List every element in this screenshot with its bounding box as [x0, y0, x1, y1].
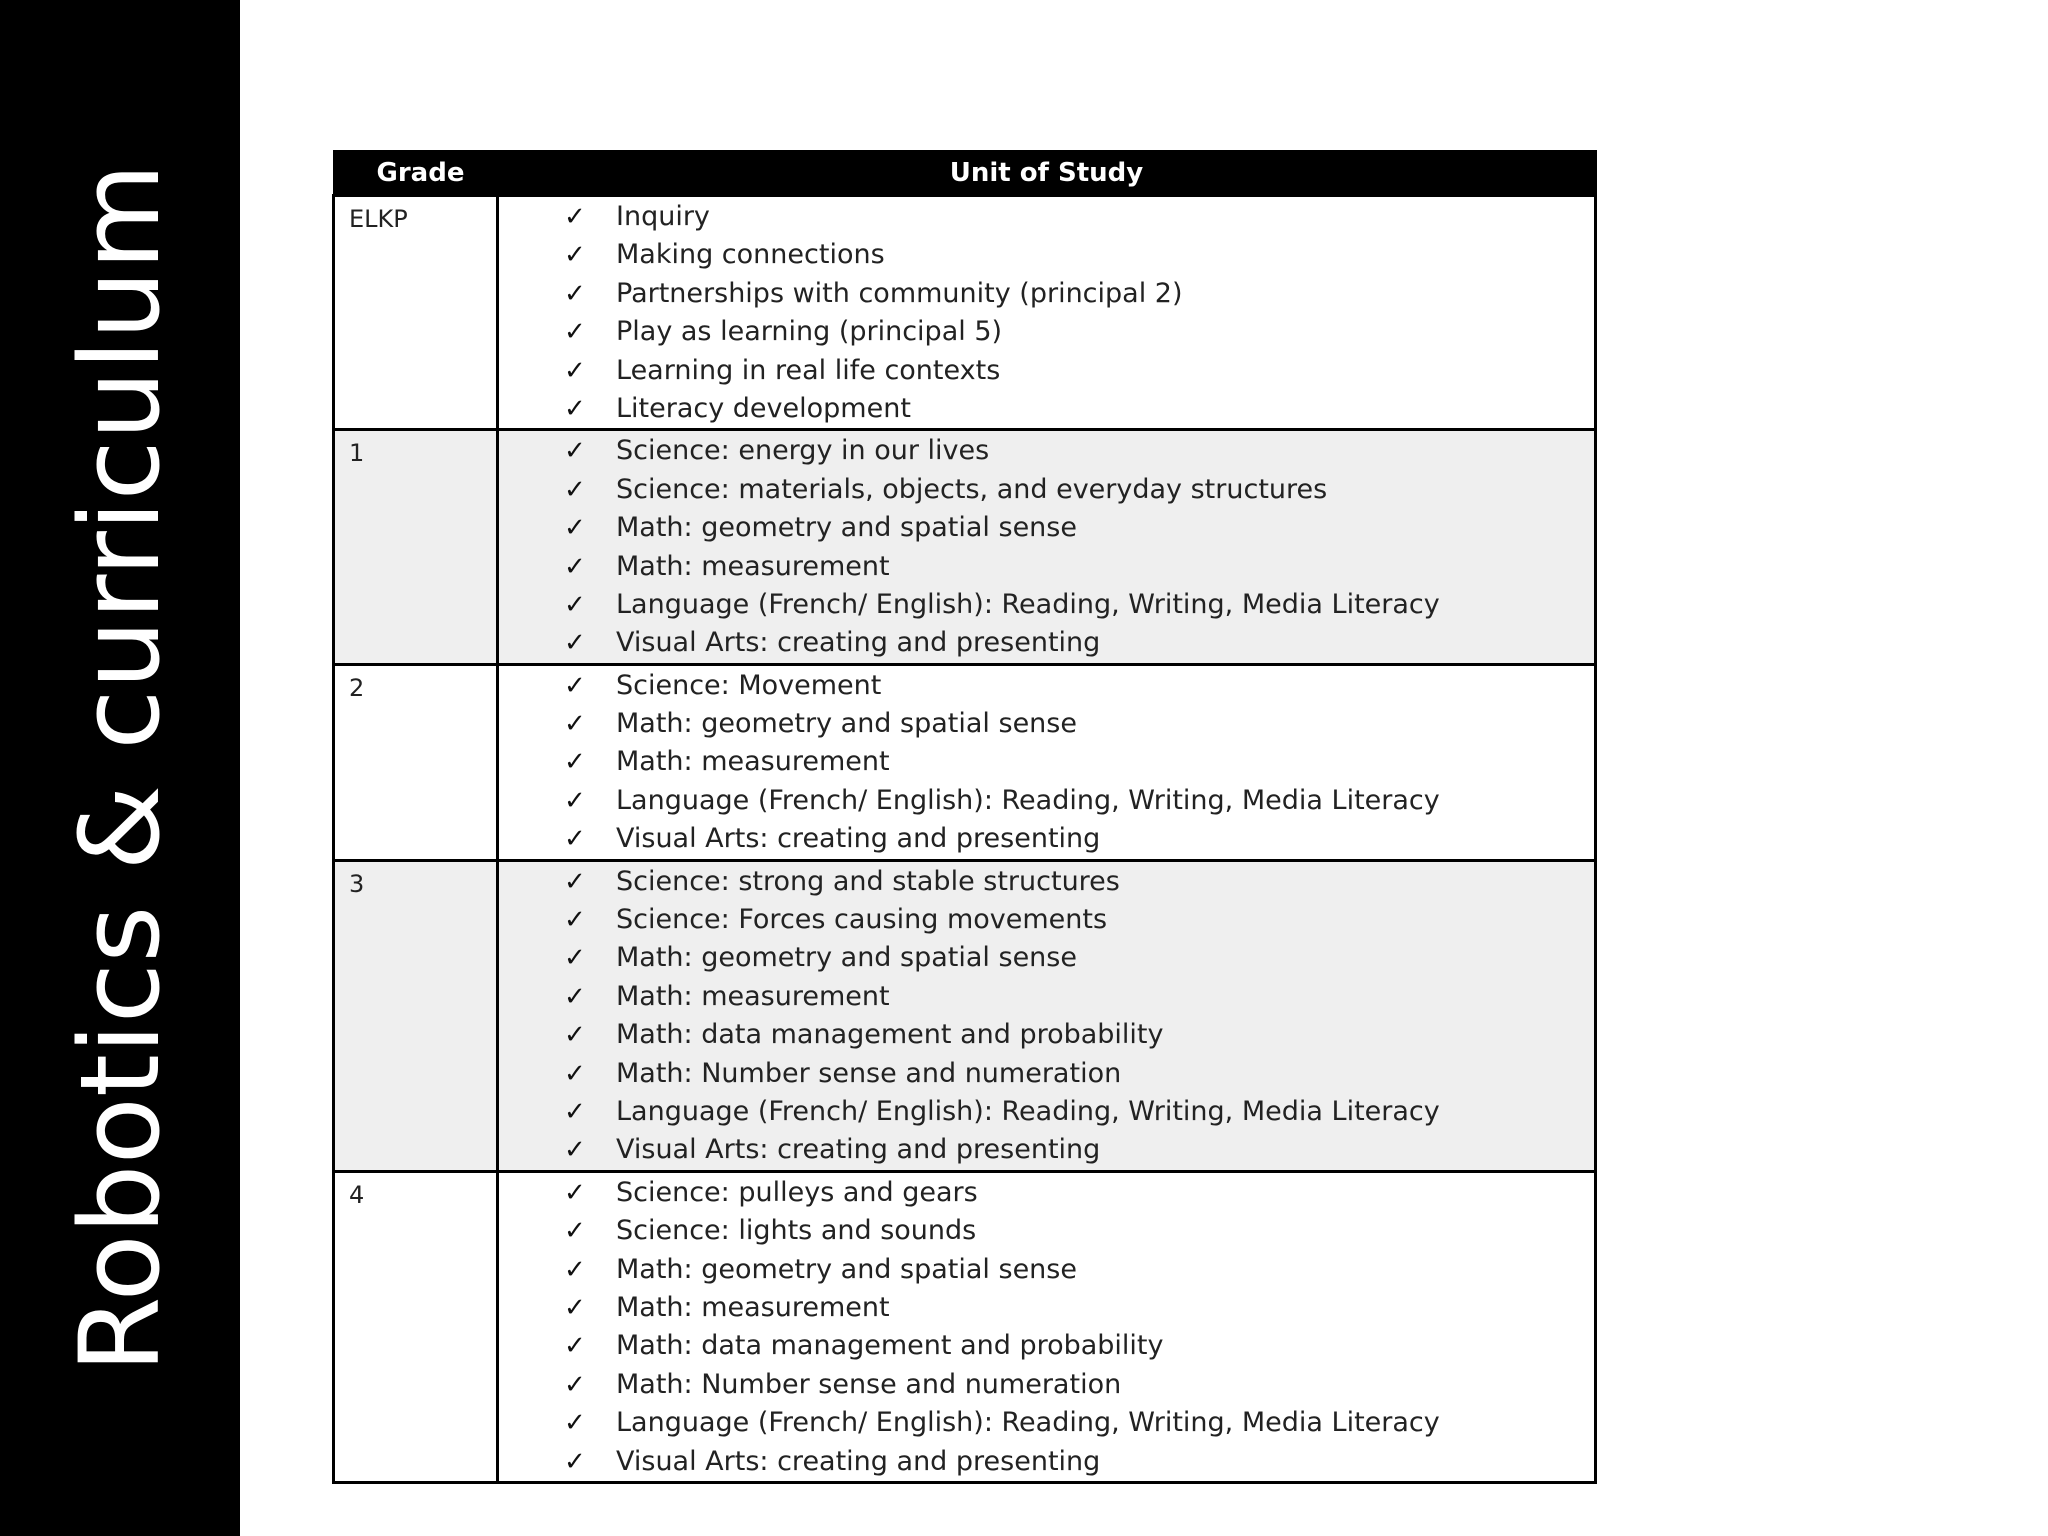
unit-label: Math: geometry and spatial sense [616, 1253, 1077, 1285]
grade-cell: 2 [334, 664, 498, 860]
unit-label: Language (French/ English): Reading, Writing, Media Literacy [616, 784, 1440, 816]
unit-label: Math: geometry and spatial sense [616, 942, 1077, 974]
unit-list [499, 1173, 1594, 1481]
unit-label: Science: energy in our lives [616, 435, 990, 467]
unit-cell [498, 1171, 1596, 1482]
list-item [499, 901, 1594, 939]
list-item [499, 432, 1594, 470]
list-item [499, 624, 1594, 662]
unit-label: Science: strong and stable structures [616, 865, 1120, 897]
grade-column-header: Grade [334, 151, 498, 196]
unit-label: Visual Arts: creating and presenting [616, 627, 1101, 659]
unit-label: Language (French/ English): Reading, Writing, Media Literacy [616, 1407, 1440, 1439]
unit-label: Science: lights and sounds [616, 1215, 977, 1247]
checkmark-icon: ✓ [564, 393, 586, 424]
unit-label: Math: measurement [616, 550, 890, 582]
list-item [499, 705, 1594, 743]
checkmark-icon: ✓ [564, 1177, 586, 1208]
table-row [334, 860, 1596, 1171]
unit-label: Partnerships with community (principal 2) [616, 277, 1183, 309]
list-item [499, 1174, 1594, 1212]
list-item [499, 352, 1594, 390]
unit-label: Math: measurement [616, 1291, 890, 1323]
list-item [499, 471, 1594, 509]
checkmark-icon: ✓ [564, 436, 586, 467]
checkmark-icon: ✓ [564, 474, 586, 505]
checkmark-icon: ✓ [564, 551, 586, 582]
list-item [499, 1212, 1594, 1250]
checkmark-icon: ✓ [564, 1292, 586, 1323]
unit-label: Math: data management and probability [616, 1019, 1164, 1051]
checkmark-icon: ✓ [564, 628, 586, 659]
checkmark-icon: ✓ [564, 943, 586, 974]
list-item [499, 1327, 1594, 1365]
list-item [499, 509, 1594, 547]
checkmark-icon: ✓ [564, 1446, 586, 1477]
list-item [499, 390, 1594, 428]
unit-label: Making connections [616, 239, 885, 271]
unit-list [499, 666, 1594, 859]
unit-label: Math: measurement [616, 980, 890, 1012]
checkmark-icon: ✓ [564, 240, 586, 271]
checkmark-icon: ✓ [564, 905, 586, 936]
checkmark-icon: ✓ [564, 278, 586, 309]
curriculum-table-container [332, 150, 1594, 1484]
checkmark-icon: ✓ [564, 1369, 586, 1400]
unit-list [499, 197, 1594, 428]
list-item [499, 782, 1594, 820]
checkmark-icon: ✓ [564, 1331, 586, 1362]
table-row [334, 1171, 1596, 1482]
checkmark-icon: ✓ [564, 355, 586, 386]
list-item [499, 1251, 1594, 1289]
unit-label: Science: pulleys and gears [616, 1176, 978, 1208]
list-item [499, 863, 1594, 901]
list-item [499, 586, 1594, 624]
checkmark-icon: ✓ [564, 513, 586, 544]
unit-label: Literacy development [616, 392, 911, 424]
checkmark-icon: ✓ [564, 202, 586, 232]
checkmark-icon: ✓ [564, 670, 586, 701]
checkmark-icon: ✓ [564, 709, 586, 740]
list-item [499, 548, 1594, 586]
unit-label: Visual Arts: creating and presenting [616, 1445, 1101, 1477]
grade-cell: 1 [334, 430, 498, 664]
unit-label: Math: data management and probability [616, 1330, 1164, 1362]
unit-cell [498, 430, 1596, 664]
list-item [499, 1289, 1594, 1327]
unit-cell [498, 860, 1596, 1171]
list-item [499, 743, 1594, 781]
checkmark-icon: ✓ [564, 1020, 586, 1051]
unit-list [499, 862, 1594, 1170]
unit-label: Science: Forces causing movements [616, 904, 1108, 936]
checkmark-icon: ✓ [564, 747, 586, 778]
unit-cell [498, 664, 1596, 860]
list-item [499, 1443, 1594, 1481]
list-item [499, 1404, 1594, 1442]
unit-label: Science: Movement [616, 669, 882, 701]
table-row [334, 430, 1596, 664]
list-item [499, 667, 1594, 705]
grade-cell: 4 [334, 1171, 498, 1482]
unit-label: Math: measurement [616, 746, 890, 778]
unit-label: Play as learning (principal 5) [616, 316, 1003, 348]
slide-title: Robotics & curriculum [56, 163, 184, 1373]
unit-column-header: Unit of Study [498, 151, 1596, 196]
checkmark-icon: ✓ [564, 317, 586, 348]
list-item [499, 820, 1594, 858]
unit-label: Visual Arts: creating and presenting [616, 823, 1101, 855]
unit-label: Learning in real life contexts [616, 354, 1001, 386]
unit-label: Math: Number sense and numeration [616, 1368, 1122, 1400]
unit-label: Inquiry [616, 201, 710, 232]
list-item [499, 1016, 1594, 1054]
list-item [499, 1131, 1594, 1169]
checkmark-icon: ✓ [564, 589, 586, 620]
checkmark-icon: ✓ [564, 1096, 586, 1127]
unit-label: Language (French/ English): Reading, Writing, Media Literacy [616, 1095, 1440, 1127]
checkmark-icon: ✓ [564, 1408, 586, 1439]
unit-label: Math: geometry and spatial sense [616, 708, 1077, 740]
grade-cell: 3 [334, 860, 498, 1171]
grade-cell: ELKP [334, 196, 498, 430]
list-item [499, 198, 1594, 236]
unit-label: Visual Arts: creating and presenting [616, 1134, 1101, 1166]
checkmark-icon: ✓ [564, 1135, 586, 1166]
table-row [334, 664, 1596, 860]
list-item [499, 939, 1594, 977]
checkmark-icon: ✓ [564, 824, 586, 855]
title-sidebar [0, 0, 240, 1536]
checkmark-icon: ✓ [564, 785, 586, 816]
list-item [499, 236, 1594, 274]
unit-label: Math: geometry and spatial sense [616, 512, 1077, 544]
list-item [499, 1055, 1594, 1093]
unit-cell [498, 196, 1596, 430]
list-item [499, 978, 1594, 1016]
checkmark-icon: ✓ [564, 1254, 586, 1285]
table-row [334, 196, 1596, 430]
unit-label: Science: materials, objects, and everyday structures [616, 473, 1328, 505]
table-header-row [334, 151, 1596, 196]
checkmark-icon: ✓ [564, 866, 586, 897]
list-item [499, 313, 1594, 351]
checkmark-icon: ✓ [564, 1058, 586, 1089]
unit-label: Math: Number sense and numeration [616, 1057, 1122, 1089]
list-item [499, 1366, 1594, 1404]
list-item [499, 275, 1594, 313]
list-item [499, 1093, 1594, 1131]
table-body [334, 196, 1596, 1483]
unit-list [499, 431, 1594, 662]
curriculum-table [332, 150, 1597, 1484]
checkmark-icon: ✓ [564, 981, 586, 1012]
unit-label: Language (French/ English): Reading, Writing, Media Literacy [616, 588, 1440, 620]
checkmark-icon: ✓ [564, 1216, 586, 1247]
